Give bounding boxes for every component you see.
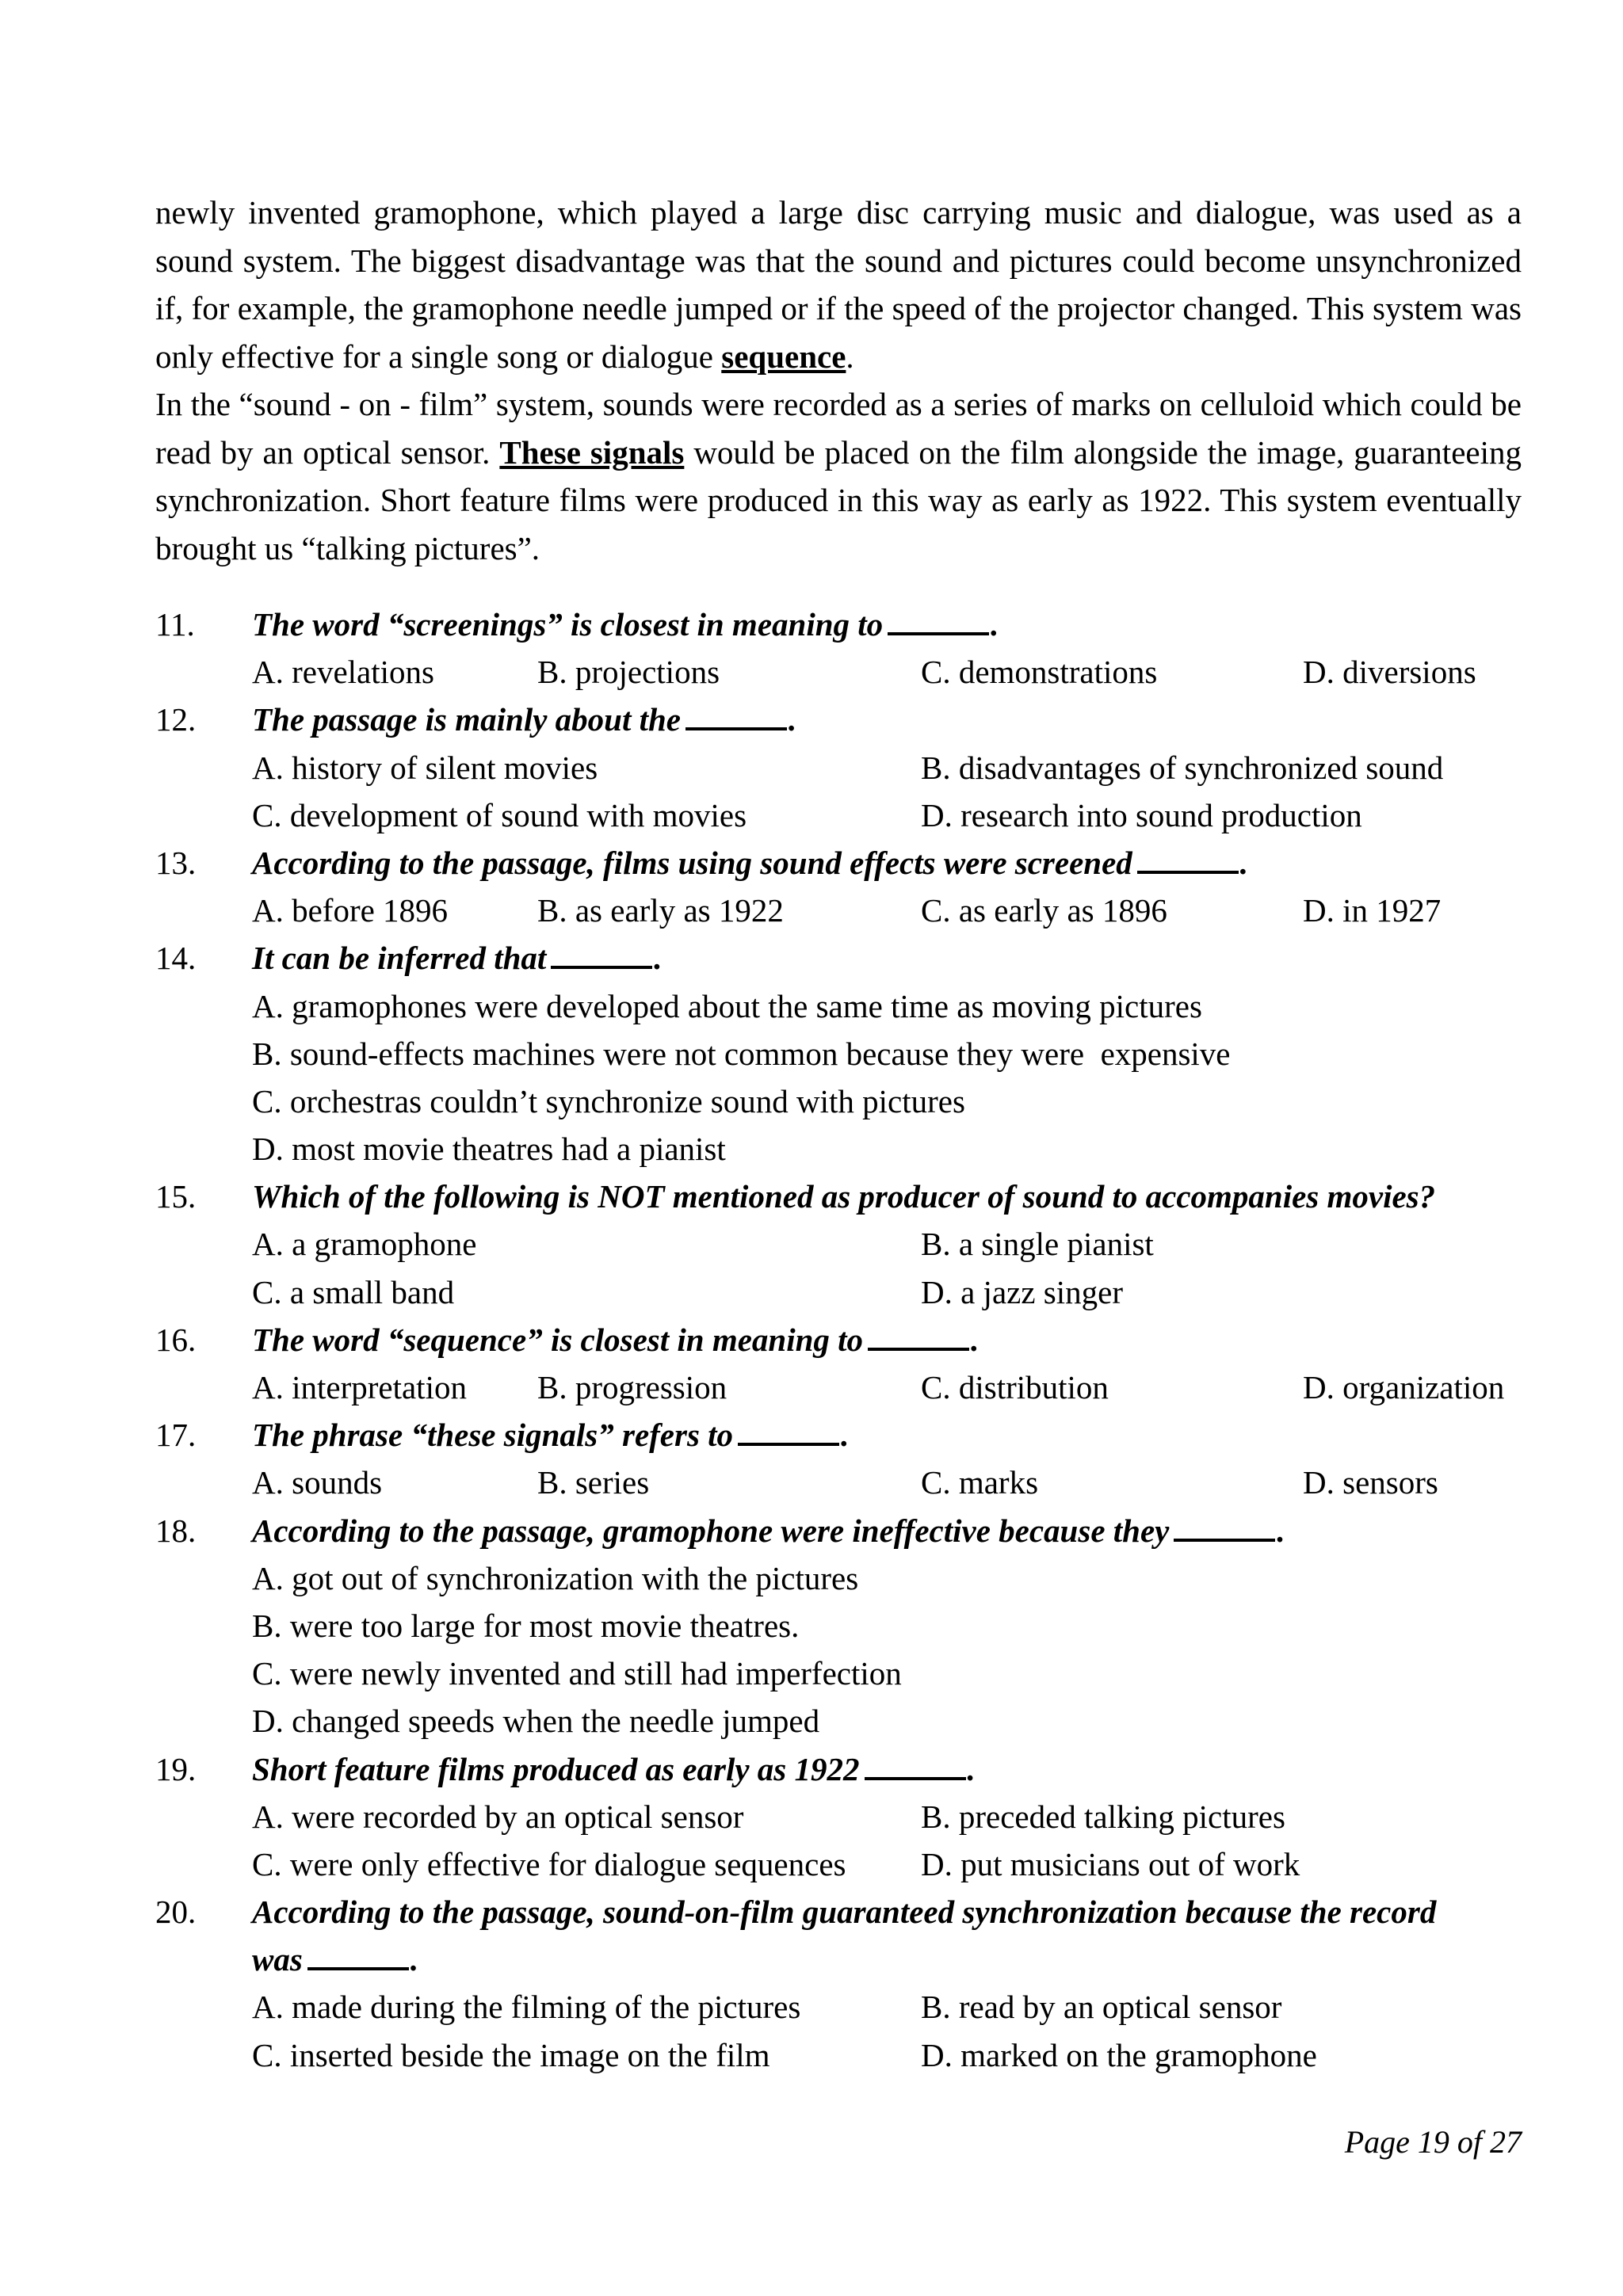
question-stem-row [155,1411,1566,1459]
option-d: D. changed speeds when the needle jumped [252,1703,820,1740]
option-c: C. demonstrations [921,654,1158,691]
option-b: B. progression [537,1369,727,1405]
question-number: 11. [155,606,195,643]
question-stem: Short feature films produced as early as 1922 . [252,1750,976,1787]
question-number: 12. [155,701,197,738]
answer-blank [1137,844,1239,874]
option-d: D. most movie theatres had a pianist [252,1131,726,1168]
option-b: B. sound-effects machines were not common because they were expensive [252,1035,1231,1072]
option-c: C. were newly invented and still had imperfection [252,1655,902,1692]
answer-blank [1174,1512,1275,1542]
question-stem-row [155,934,1566,982]
option-b: B. series [537,1464,650,1501]
option-row [155,1363,1566,1411]
option-row [155,1077,1566,1125]
question-stem-line-2: was . [252,1941,419,1978]
option-row [155,648,1566,696]
option-c: C. as early as 1896 [921,892,1167,929]
option-d: D. diversions [1303,654,1476,691]
passage-text: newly invented gramophone, which played a large disc carrying music and dialogue, was used as a sound system. The biggest disadvantage was that the sound and pictures could become unsynchronized if, for example, the gramophone needle jumped or if the speed of the projector changed. This system was only effective for a single song or dialogue [155,194,1522,375]
option-row [155,1220,1566,1268]
question-stem-row [155,1507,1566,1554]
option-d: D. put musicians out of work [921,1845,1300,1882]
option-c: C. a small band [252,1273,455,1310]
question-stem-row [155,1745,1566,1793]
passage-text: In the “sound - on - film” system, sounds were recorded as a series of marks on celluloid which could be read by an optical sensor. [155,386,1522,471]
option-a: A. gramophones were developed about the same time as moving pictures [252,987,1202,1024]
option-row [155,1983,1566,2031]
option-row [155,887,1566,934]
question-stem-continued [155,1936,1566,1983]
option-b: B. were too large for most movie theatres. [252,1607,800,1644]
option-row [155,1268,1566,1316]
question-stem: The passage is mainly about the . [252,701,797,738]
option-c: C. development of sound with movies [252,796,747,833]
passage-paragraph-2 [155,380,1522,572]
option-a: A. got out of synchronization with the pictures [252,1559,859,1596]
question-stem: Which of the following is NOT mentioned as producer of sound to accompanies movies? [252,1178,1436,1215]
question-stem: According to the passage, gramophone were ineffective because they . [252,1512,1285,1549]
question-stem: According to the passage, sound-on-film guaranteed synchronization because the record [252,1894,1437,1931]
question-number: 18. [155,1512,197,1549]
option-row [155,1840,1566,1888]
option-row [155,982,1566,1030]
question-number: 15. [155,1178,197,1215]
question-stem-row [155,1316,1566,1363]
option-row [155,1459,1566,1506]
page-number: Page 19 of 27 [1344,2124,1522,2160]
option-b: B. a single pianist [921,1226,1154,1263]
answer-blank [868,1321,969,1351]
option-row [155,1697,1566,1745]
question-stem-row [155,601,1566,648]
option-d: D. research into sound production [921,796,1362,833]
question-number: 19. [155,1750,197,1787]
passage-paragraph-1 [155,189,1522,380]
option-row [155,2031,1566,2079]
question-stem: The phrase “these signals” refers to . [252,1417,850,1454]
option-row [155,1030,1566,1077]
question-stem-row [155,696,1566,743]
question-number: 13. [155,844,197,881]
question-stem: The word “sequence” is closest in meaning to . [252,1321,980,1358]
option-row [155,1125,1566,1173]
option-a: A. a gramophone [252,1226,477,1263]
option-row [155,1650,1566,1697]
option-d: D. a jazz singer [921,1273,1123,1310]
option-a: A. before 1896 [252,892,449,929]
passage-text: . [846,338,854,375]
answer-blank [865,1750,966,1780]
answer-blank [738,1416,839,1446]
answer-blank [888,605,989,635]
option-row [155,1793,1566,1840]
answer-blank [307,1940,409,1970]
option-a: A. were recorded by an optical sensor [252,1798,744,1835]
question-number: 17. [155,1417,197,1454]
option-a: A. sounds [252,1464,383,1501]
option-c: C. distribution [921,1369,1109,1405]
question-number: 16. [155,1321,197,1358]
answer-blank [685,700,787,730]
option-d: D. sensors [1303,1464,1438,1501]
option-row [155,1602,1566,1650]
option-row [155,1554,1566,1602]
question-stem: It can be inferred that . [252,940,663,977]
underlined-phrase-these-signals: These signals [499,433,685,471]
option-c: C. inserted beside the image on the film [252,2036,770,2073]
question-number: 14. [155,940,197,977]
reading-passage [155,189,1522,572]
question-list [155,601,1566,2079]
option-b: B. preceded talking pictures [921,1798,1285,1835]
option-row [155,744,1566,791]
option-c: C. marks [921,1464,1039,1501]
passage-text: would be placed on the film alongside the image, guaranteeing synchronization. Short feature films were produced in this way as early as 1922. This system eventually brought us “talking pictures”. [155,433,1522,566]
question-stem-row [155,1173,1566,1220]
option-row [155,791,1566,839]
option-c: C. were only effective for dialogue sequences [252,1845,846,1882]
option-b: B. read by an optical sensor [921,1989,1282,2026]
option-b: B. as early as 1922 [537,892,784,929]
option-d: D. organization [1303,1369,1505,1405]
option-d: D. marked on the gramophone [921,2036,1317,2073]
underlined-word-sequence: sequence [721,338,846,375]
option-a: A. revelations [252,654,434,691]
option-a: A. history of silent movies [252,749,598,786]
option-c: C. orchestras couldn’t synchronize sound with pictures [252,1082,965,1119]
question-stem-row [155,1888,1566,1936]
option-a: A. made during the filming of the pictures [252,1989,801,2026]
option-d: D. in 1927 [1303,892,1442,929]
option-a: A. interpretation [252,1369,467,1405]
option-b: B. disadvantages of synchronized sound [921,749,1444,786]
answer-blank [551,939,652,969]
question-number: 20. [155,1894,197,1931]
question-stem: The word “screenings” is closest in meaning to . [252,606,999,643]
question-stem-row [155,839,1566,887]
question-stem: According to the passage, films using sound effects were screened . [252,844,1249,881]
option-b: B. projections [537,654,720,691]
